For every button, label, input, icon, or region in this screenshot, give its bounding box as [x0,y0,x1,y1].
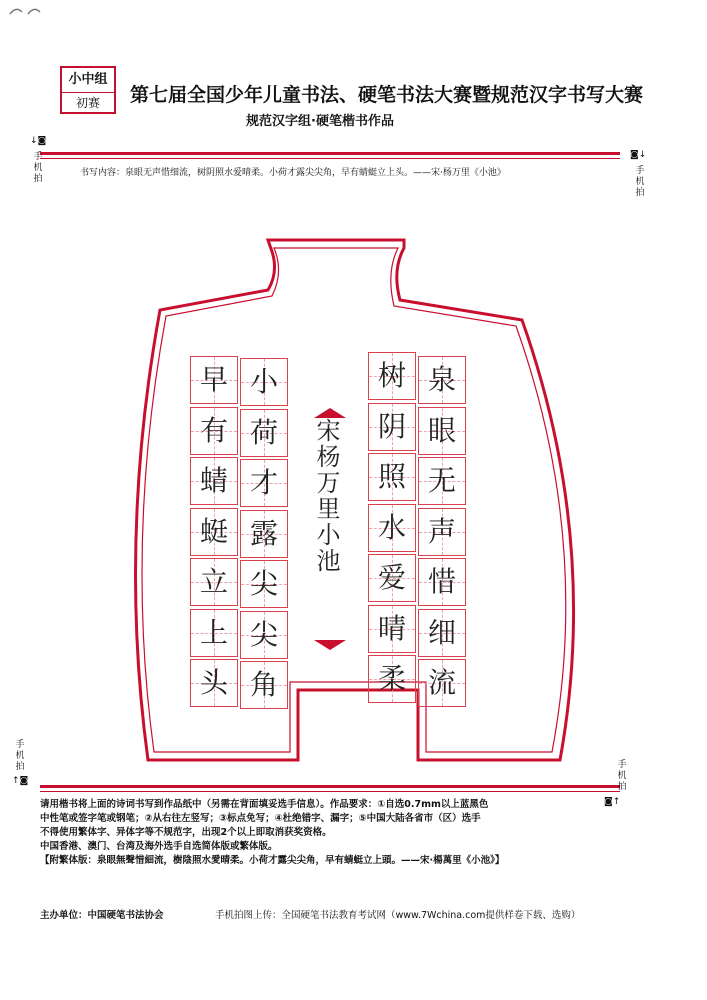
grid-character: 泉 [427,363,456,396]
grid-cell [190,659,238,707]
group-label: 小中组 [62,68,114,93]
grid-cell [368,554,416,602]
grid-cell [368,605,416,653]
grid-character: 荷 [249,415,278,449]
instructions-line-3: 不得使用繁体字、异体字等不规范字，出现2个以上即取消获奖资格。 [40,827,332,838]
grid-character: 头 [199,666,228,699]
grid-character: 蜻 [199,464,228,497]
grid-cell [418,508,466,556]
page-title: 第七届全国少年儿童书法、硬笔书法大赛暨规范汉字书写大赛 [130,84,644,106]
grid-cell [240,560,288,608]
grid-cell [240,459,288,507]
grid-character: 露 [249,516,278,550]
grid-character: 爱 [377,561,406,594]
instructions-line-5: 【附繁体版：泉眼無聲惜細流，樹陰照水愛晴柔。小荷才露尖尖角，早有蜻蜓立上頭。——宋·楊萬里《小池》】 [40,855,505,866]
camera-arrow-icon: ◙↓ [630,150,647,160]
grid-cell [190,609,238,657]
grid-character: 晴 [377,611,406,645]
instructions-line-4: 中国香港、澳门、台湾及海外选手自选简体版或繁体版。 [40,841,278,852]
camera-arrow-icon: ◙↑ [604,797,621,807]
grid-cell [190,457,238,505]
photo-label-top-left: 手机拍 [33,152,43,184]
photo-label-bottom-right: 手机拍 [617,760,627,792]
instructions-line-2: 中性笔或签字笔或钢笔；②从右往左竖写；③标点免写；④杜绝错字、漏字；⑤中国大陆各省市（区）选手 [40,813,481,824]
grid-cell [368,403,416,451]
camera-arrow-icon: ↑◙ [12,776,29,786]
grid-character: 尖 [249,567,278,600]
grid-character: 角 [249,668,278,701]
grid-cell [190,558,238,606]
content-line: 书写内容：泉眼无声惜细流，树阴照水爱晴柔。小荷才露尖尖角，早有蜻蜓立上头。——宋·杨万里《小池》 [80,168,506,178]
grid-character: 上 [199,615,228,649]
page-subtitle: 规范汉字组·硬笔楷书作品 [246,114,394,129]
grid-character: 树 [377,359,406,392]
grid-cell [368,655,416,703]
grid-character: 尖 [249,617,278,651]
grid-character: 惜 [427,565,456,598]
instructions [40,797,621,868]
grid-character: 照 [377,460,406,493]
grid-cell [240,611,288,659]
photo-mark-bottom-left [12,776,29,787]
grid-cell [190,508,238,556]
grid-character: 柔 [377,662,406,695]
footer-organizer: 主办单位：中国硬笔书法协会 [40,910,164,921]
stage-label: 初赛 [75,96,100,110]
grid-cell [240,661,288,709]
grid-cell [418,407,466,455]
grid-cell [240,409,288,457]
grid-character: 声 [427,514,456,548]
grid-character: 蜓 [199,514,228,548]
grid-cell [418,609,466,657]
grid-cell [190,407,238,455]
grid-character: 阴 [377,409,406,443]
grid-character: 无 [427,464,456,497]
grid-character: 早 [199,363,228,396]
instructions-line-1: 请用楷书将上面的诗词书写到作品纸中（另需在背面填妥选手信息）。作品要求：①自选0.7mm以上蓝黑色 [40,799,489,810]
footer-upload: 手机拍图上传：全国硬笔书法教育考试网（www.7Wchina.com提供样卷下载、选购） [215,910,581,921]
grid-cell [418,558,466,606]
photo-label-bottom-left: 手机拍 [15,740,25,772]
grid-character: 小 [249,365,278,398]
grid-character: 细 [427,615,456,649]
signature-top-mark [314,408,346,418]
grid-cell [418,457,466,505]
grid-cell [418,356,466,404]
grid-character: 立 [199,565,228,598]
bottom-rule-thin [40,791,620,792]
grid-character: 流 [427,666,456,699]
grid-cell [368,504,416,552]
grid-cell [368,352,416,400]
signature-bottom-mark [314,640,346,650]
grid-character: 有 [199,413,228,447]
photo-label-top-right: 手机拍 [635,166,645,198]
grid-cell [368,453,416,501]
grid-cell [240,510,288,558]
grid-cell [190,356,238,404]
grid-cell [418,659,466,707]
signature: 宋杨万里小池 [312,418,340,574]
grid-character: 水 [377,510,406,544]
grid-cell [240,358,288,406]
grid-character: 眼 [427,413,456,447]
camera-arrow-icon: ↓◙ [30,136,47,146]
bottom-rule [40,785,620,788]
grid-character: 才 [249,466,278,499]
